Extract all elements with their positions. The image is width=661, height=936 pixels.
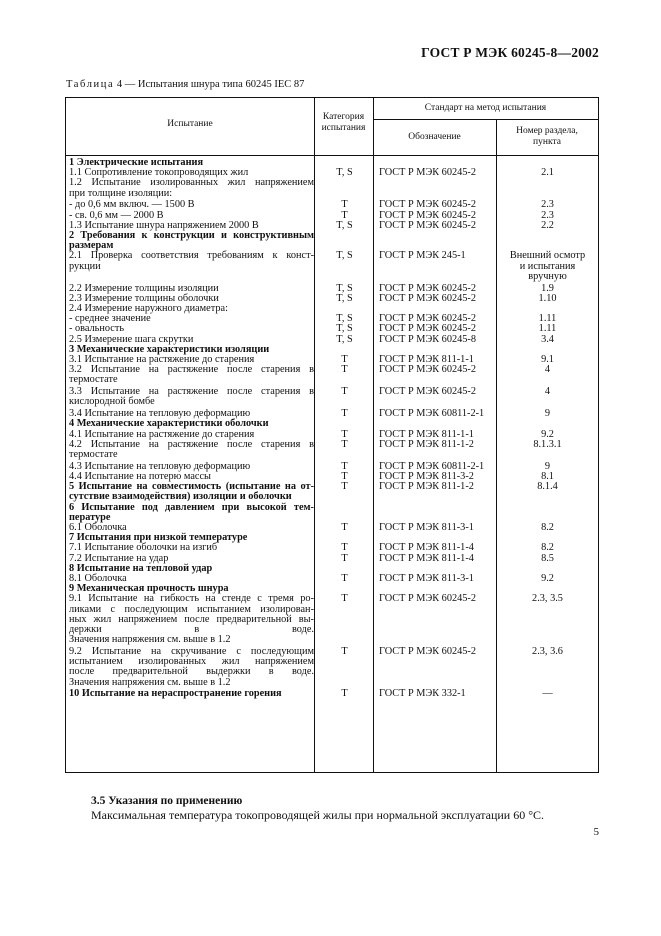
row-test-line: 3 Механические характеристики изоляции [69, 343, 270, 355]
row-section-line: Внешний осмотр [509, 250, 586, 262]
row-section-line: 8.1 [541, 471, 554, 482]
row-test-name [69, 689, 314, 699]
row-test-line: 3.4 Испытание на тепловую деформацию [69, 408, 251, 420]
row-category: T, S [336, 292, 353, 304]
row-standard: ГОСТ Р МЭК 60245-2 [379, 282, 477, 294]
header-category-line: Категория [322, 112, 365, 122]
header-section-line: Номер раздела, [516, 126, 578, 136]
row-test-line: размерам [69, 240, 114, 252]
row-standard: ГОСТ Р МЭК 332-1 [379, 688, 466, 700]
row-test-line: 7.1 Испытание оболочки на изгиб [69, 542, 218, 554]
row-standard: ГОСТ Р МЭК 60245-2 [379, 199, 477, 211]
row-section [499, 251, 596, 282]
row-standard: ГОСТ Р МЭК 60811-2-1 [379, 408, 485, 420]
row-test-line: 4.1 Испытание на растяжение до старения [69, 428, 255, 440]
row-category: T [341, 354, 348, 365]
row-test-line: - среднее значение [69, 313, 151, 325]
tests-table [65, 97, 599, 773]
row-category: T [341, 471, 348, 482]
row-section-line: 1.11 [538, 313, 557, 325]
row-section [499, 335, 596, 345]
row-section-line: 9.1 [541, 354, 554, 365]
row-standard: ГОСТ Р МЭК 811-3-2 [379, 471, 474, 482]
row-test-line: 2.2 Измерение толщины изоляции [69, 282, 219, 294]
row-test-line: кислородной бомбе [69, 396, 155, 408]
row-section [499, 365, 596, 375]
row-standard: ГОСТ Р МЭК 60245-2 [379, 323, 477, 335]
row-section-line: 4 [544, 386, 551, 398]
row-section-line: 1.11 [538, 323, 557, 335]
row-test-line: термостате [69, 449, 118, 460]
table-caption-text: 4 — Испытания шнура типа 60245 IEC 87 [114, 79, 305, 90]
row-category: T, S [336, 250, 353, 262]
row-category: T, S [336, 219, 353, 231]
row-section-line: 2.3 [541, 199, 554, 211]
row-category: T [341, 573, 348, 584]
row-category: T [341, 428, 348, 440]
row-standard: ГОСТ Р МЭК 811-3-1 [379, 573, 474, 584]
row-test-line: 1.1 Сопротивление токопроводящих жил [69, 167, 249, 179]
row-test-line: 5 Испытание на совместимость (испытание на от- [69, 481, 314, 493]
row-test-line: Значения напряжения см. выше в 1.2 [69, 634, 231, 646]
row-test-line: 4.4 Испытание на потерю массы [69, 471, 211, 482]
header-category [314, 112, 373, 134]
row-test-line: ликами с последующим испытанием изолирован- [69, 603, 314, 615]
header-test: Испытание [167, 119, 213, 129]
row-category: T [341, 364, 348, 376]
row-standard: ГОСТ Р МЭК 60245-2 [379, 292, 477, 304]
row-test-line: термостате [69, 374, 118, 386]
row-standard: ГОСТ Р МЭК 60245-2 [379, 646, 477, 657]
header-designation: Обозначение [408, 132, 461, 142]
row-section [499, 409, 596, 419]
row-test-line: 2.3 Измерение толщины оболочки [69, 292, 219, 304]
row-standard: ГОСТ Р МЭК 60245-2 [379, 313, 477, 325]
row-test-name [69, 387, 314, 407]
row-test-line: - до 0,6 мм включ. — 1500 В [69, 199, 195, 211]
header-rule [66, 155, 598, 156]
row-standard: ГОСТ Р МЭК 245-1 [379, 250, 466, 262]
row-test-line: 1.3 Испытание шнура напряжением 2000 В [69, 219, 259, 231]
row-test-line: 2.5 Измерение шага скрутки [69, 333, 194, 345]
row-test-line: ных жил напряжением после предварительной вы- [69, 613, 314, 625]
row-standard: ГОСТ Р МЭК 60245-2 [379, 219, 477, 231]
row-category: T, S [336, 323, 353, 335]
table-caption-label: Таблица [66, 79, 115, 90]
row-test-line: 6 Испытание под давлением при высокой тем- [69, 501, 314, 513]
header-rule [373, 119, 598, 120]
row-section [499, 440, 596, 450]
row-test-line: испытанием изолированных жил напряжением [69, 656, 314, 668]
row-section-line: 9 [544, 460, 551, 472]
row-section [499, 294, 596, 304]
row-test-name [69, 178, 314, 198]
row-test-line: 4.2 Испытание на растяжение после старения в [69, 438, 314, 450]
column-rule [314, 98, 315, 772]
row-section-line: 3.4 [541, 333, 554, 345]
row-section-line: 4 [544, 364, 551, 376]
row-test-line: 10 Испытание на нераспространение горения [69, 688, 282, 700]
row-section-line: 8.1.4 [537, 481, 558, 493]
row-test-line: 4 Механические характеристики оболочки [69, 418, 269, 430]
row-section-line: 2.3, 3.6 [532, 646, 563, 657]
row-test-line: - св. 0,6 мм — 2000 В [69, 209, 164, 221]
row-standard: ГОСТ Р МЭК 60245-2 [379, 209, 477, 221]
row-test-line: рукции [69, 260, 101, 272]
page-number: 5 [593, 826, 599, 838]
row-section [499, 554, 596, 564]
row-category: T, S [336, 282, 353, 294]
row-test-line: 1.2 Испытание изолированных жил напряжением [69, 177, 314, 189]
row-standard: ГОСТ Р МЭК 60245-2 [379, 364, 477, 376]
row-category: T [341, 460, 348, 472]
row-standard: ГОСТ Р МЭК 811-1-2 [379, 438, 474, 450]
row-section-line: 1.10 [538, 292, 557, 304]
row-standard: ГОСТ Р МЭК 60245-8 [379, 333, 477, 345]
header-category-line: испытания [321, 123, 366, 133]
header-section [496, 126, 598, 148]
row-category: T, S [336, 313, 353, 325]
row-test-line: 1 Электрические испытания [69, 157, 204, 168]
column-rule [373, 98, 374, 772]
row-test-name [69, 440, 314, 460]
row-test-name [69, 482, 314, 502]
row-standard: ГОСТ Р МЭК 811-1-1 [379, 354, 474, 365]
row-test-line: 7 Испытания при низкой температуре [69, 532, 248, 544]
row-test-line: 9.1 Испытание на гибкость на стенде с тремя ро- [69, 593, 314, 605]
row-category: T [341, 552, 348, 564]
row-test-line: 3.1 Испытание на растяжение до старения [69, 354, 255, 365]
row-section-line: — [542, 688, 553, 700]
row-standard: ГОСТ Р МЭК 60245-2 [379, 167, 477, 179]
row-standard: ГОСТ Р МЭК 60245-2 [379, 386, 477, 398]
row-test-name [69, 647, 314, 688]
row-category: T, S [336, 167, 353, 179]
row-test-line: 2.4 Измерение наружного диаметра: [69, 303, 228, 314]
row-category: T [341, 542, 348, 554]
row-standard: ГОСТ Р МЭК 811-1-1 [379, 428, 474, 440]
row-section [499, 647, 596, 657]
row-test-name [69, 503, 314, 523]
row-test-line: 3.3 Испытание на растяжение после старения в [69, 386, 314, 398]
row-test-line: пературе [69, 511, 111, 523]
row-test-line: 7.2 Испытание на удар [69, 552, 169, 564]
section-text: Максимальная температура токопроводящей жилы при нормальной эксплуатации 60 °С. [91, 808, 545, 822]
row-section [499, 482, 596, 492]
row-section-line: 9 [544, 408, 551, 420]
section-title: 3.5 Указания по применению [91, 795, 243, 807]
header-section-line: пункта [533, 137, 561, 147]
row-test-line: 9 Механическая прочность шнура [69, 583, 229, 595]
row-section [499, 523, 596, 533]
row-test-line: 9.2 Испытание на скручивание с последующим [69, 646, 314, 657]
row-standard: ГОСТ Р МЭК 60811-2-1 [379, 460, 485, 472]
row-standard: ГОСТ Р МЭК 60245-2 [379, 593, 477, 605]
row-category: T [341, 199, 348, 211]
row-section [499, 168, 596, 178]
row-test-line: 2 Требования к конструкции и конструктивным [69, 230, 314, 241]
row-section-line: 8.2 [541, 542, 554, 554]
row-section [499, 574, 596, 584]
row-category: T [341, 646, 348, 657]
row-category: T [341, 688, 348, 700]
row-section-line: 2.2 [541, 219, 554, 231]
row-section [499, 387, 596, 397]
row-section [499, 221, 596, 231]
row-section-line: 8.2 [541, 522, 554, 533]
row-test-line: 4.3 Испытание на тепловую деформацию [69, 460, 251, 472]
row-category: T [341, 593, 348, 605]
row-test-name [69, 251, 314, 271]
row-section-line: и испытания [519, 260, 576, 272]
row-standard: ГОСТ Р МЭК 811-1-4 [379, 542, 474, 554]
row-test-line: сутствие взаимодействия) изоляции и оболочки [69, 491, 292, 503]
row-section-line: 9.2 [541, 428, 554, 440]
row-standard: ГОСТ Р МЭК 811-3-1 [379, 522, 474, 533]
row-category: T [341, 209, 348, 221]
row-section [499, 594, 596, 604]
row-section-line: 2.3, 3.5 [532, 593, 563, 605]
row-category: T [341, 386, 348, 398]
row-test-line: 8 Испытание на тепловой удар [69, 562, 213, 574]
table-caption [66, 79, 304, 90]
row-test-line: при толщине изоляции: [69, 187, 173, 199]
document-header: ГОСТ Р МЭК 60245-8—2002 [421, 45, 599, 60]
row-category: T [341, 481, 348, 493]
row-category: T [341, 438, 348, 450]
row-category: T [341, 408, 348, 420]
row-test-line: держки в воде. [69, 624, 314, 635]
row-section-line: 8.5 [541, 552, 554, 564]
row-test-name [69, 594, 314, 645]
header-standard: Стандарт на метод испытания [424, 103, 547, 113]
row-test-line: 8.1 Оболочка [69, 573, 127, 584]
row-test-line: 6.1 Оболочка [69, 522, 127, 533]
row-test-name [69, 365, 314, 385]
row-section-line: 1.9 [541, 282, 554, 294]
row-category: T, S [336, 333, 353, 345]
row-test-line: после предварительной выдержки в воде. [69, 666, 314, 678]
row-test-line: Значения напряжения см. выше в 1.2 [69, 676, 231, 688]
row-section-line: вручную [528, 270, 567, 282]
row-test-line: 2.1 Проверка соответствия требованиям к конст- [69, 250, 314, 262]
row-category: T [341, 522, 348, 533]
row-test-line: 3.2 Испытание на растяжение после старения в [69, 364, 314, 376]
row-section-line: 2.3 [541, 209, 554, 221]
row-test-name [69, 231, 314, 251]
row-section-line: 2.1 [541, 167, 554, 179]
row-standard: ГОСТ Р МЭК 811-1-4 [379, 552, 474, 564]
row-section [499, 689, 596, 699]
row-standard: ГОСТ Р МЭК 811-1-2 [379, 481, 474, 493]
row-section-line: 8.1.3.1 [533, 438, 562, 450]
row-test-line: - овальность [69, 323, 125, 335]
row-section-line: 9.2 [541, 573, 554, 584]
